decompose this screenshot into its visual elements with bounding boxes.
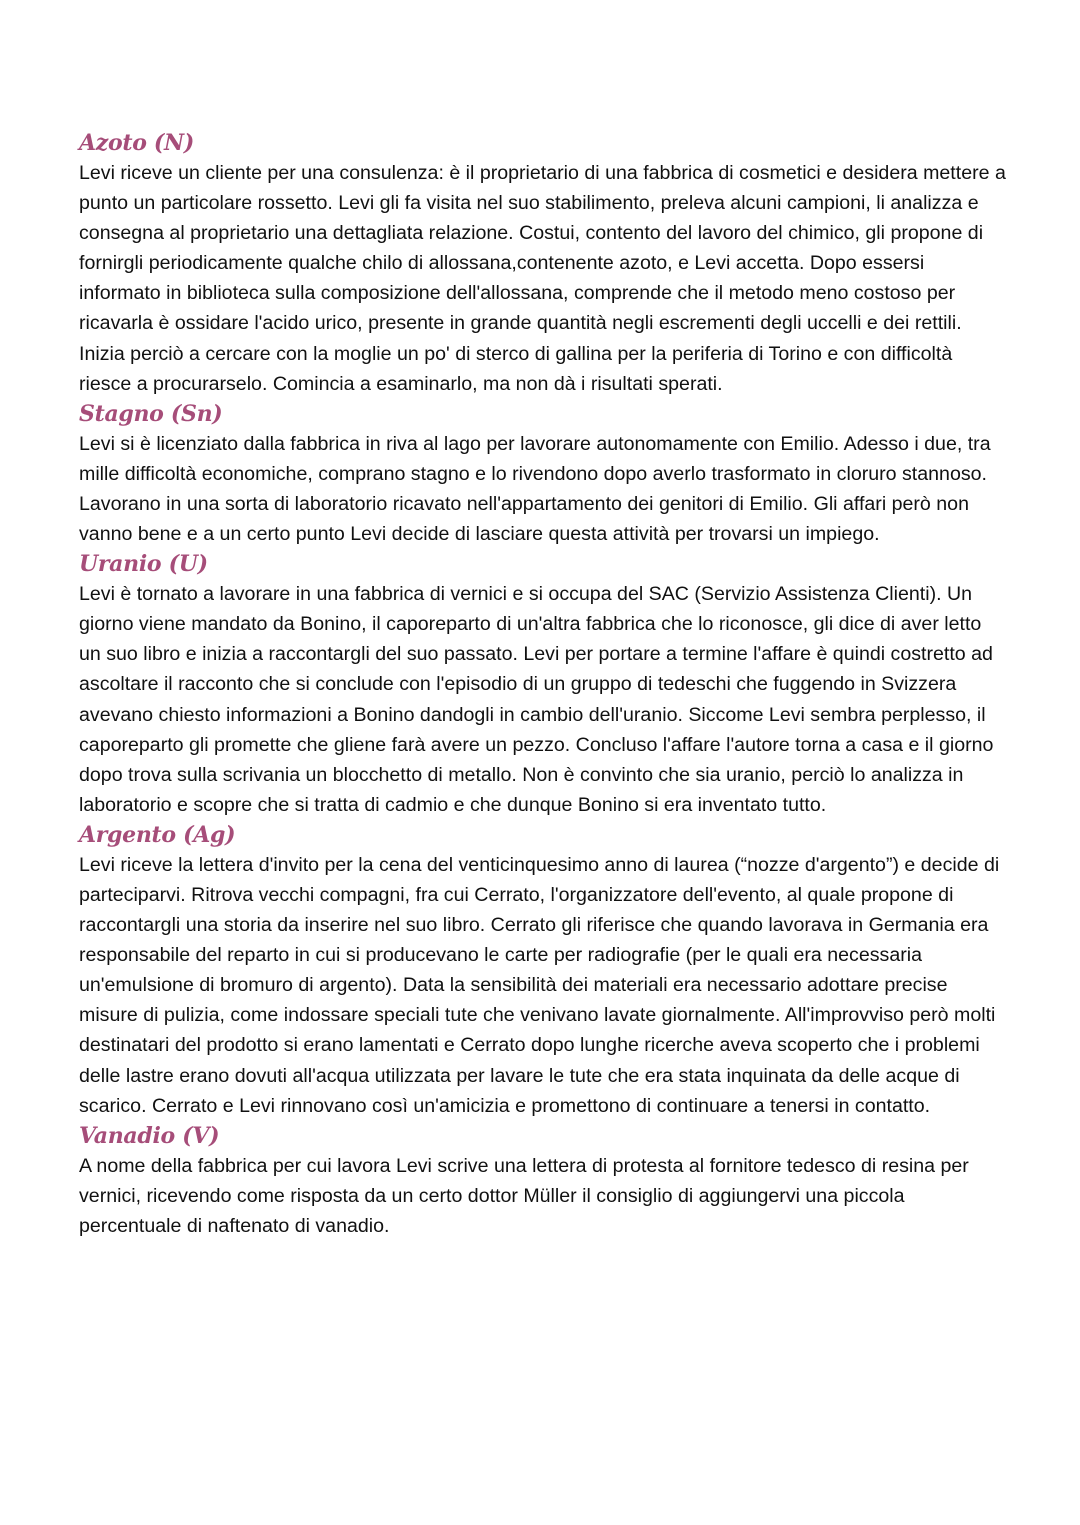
section-paragraph: Levi è tornato a lavorare in una fabbrica di vernici e si occupa del SAC (Servizio Assistenza Clienti). Un giorno viene mandato da Bonino, il caporeparto di un'altra fabbrica che lo riconosce, gli dice di aver letto un suo libro e inizia a raccontargli del suo passato. Levi per portare a termine l'affare è quindi costretto ad ascoltare il racconto che si conclude con l'episodio di un gruppo di tedeschi che fuggendo in Svizzera avevano chiesto informazioni a Bonino dandogli in cambio dell'uranio. Siccome Levi sembra perplesso, il caporeparto gli promette che gliene farà avere un pezzo. Concluso l'affare l'autore torna a casa e il giorno dopo trova sulla scrivania un blocchetto di metallo. Non è convinto che sia uranio, perciò lo analizza in laboratorio e scopre che si tratta di cadmio e che dunque Bonino si era inventato tutto. — [79, 583, 994, 816]
section-heading: Argento (Ag) — [79, 821, 236, 848]
section-heading: Uranio (U) — [79, 551, 208, 578]
section-uranio — [79, 549, 1008, 820]
section-paragraph: A nome della fabbrica per cui lavora Levi scrive una lettera di protesta al fornitore tedesco di resina per vernici, ricevendo come risposta da un certo dottor Müller il consiglio di aggiungervi una piccola percentuale di naftenato di vanadio. — [79, 1154, 969, 1237]
section-paragraph: Levi si è licenziato dalla fabbrica in riva al lago per lavorare autonomamente con Emilio. Adesso i due, tra mille difficoltà economiche, comprano stagno e lo rivendono dopo averlo trasformato in cloruro stannoso. Lavorano in una sorta di laboratorio ricavato nell'appartamento dei genitori di Emilio. Gli affari però non vanno bene e a un certo punto Levi decide di lasciare questa attività per trovarsi un impiego. — [79, 432, 991, 546]
section-heading: Stagno (Sn) — [79, 400, 223, 427]
section-azoto — [79, 128, 1008, 399]
section-vanadio — [79, 1121, 1008, 1241]
section-paragraph: Levi riceve la lettera d'invito per la cena del venticinquesimo anno di laurea (“nozze d'argento”) e decide di parteciparvi. Ritrova vecchi compagni, fra cui Cerrato, l'organizzatore dell'evento, al quale propone di raccontargli una storia da inserire nel suo libro. Cerrato gli riferisce che quando lavorava in Germania era responsabile del reparto in cui si producevano le carte per radiografie (per le quali era necessaria un'emulsione di bromuro di argento). Data la sensibilità dei materiali era necessario adottare precise misure di pulizia, come indossare speciali tute che venivano lavate giornalmente. All'improvviso però molti destinatari del prodotto si erano lamentati e Cerrato dopo lunghe ricerche aveva scoperto che i problemi delle lastre erano dovuti all'acqua utilizzata per lavare le tute che era stata inquinata da delle acque di scarico. Cerrato e Levi rinnovano così un'amicizia e promettono di continuare a tenersi in contatto. — [79, 853, 1000, 1117]
section-heading: Azoto (N) — [79, 130, 194, 156]
section-argento — [79, 820, 1008, 1121]
section-stagno — [79, 399, 1008, 549]
section-heading: Vanadio (V) — [79, 1122, 220, 1149]
section-paragraph: Levi riceve un cliente per una consulenza: è il proprietario di una fabbrica di cosmetici e desidera mettere a punto un particolare rossetto. Levi gli fa visita nel suo stabilimento, preleva alcuni campioni, li analizza e consegna al proprietario una dettagliata relazione. Costui, contento del lavoro del chimico, gli propone di fornirgli periodicamente qualche chilo di allossana,contenente azoto, e Levi accetta. Dopo essersi informato in biblioteca sulla composizione dell'allossana, comprende che il metodo meno costoso per ricavarla è ossidare l'acido urico, presente in grande quantità negli escrementi degli uccelli e dei rettili. Inizia perciò a cercare con la moglie un po' di sterco di gallina per la periferia di Torino e con difficoltà riesce a procurarselo. Comincia a esaminarlo, ma non dà i risultati sperati. — [79, 162, 1006, 395]
